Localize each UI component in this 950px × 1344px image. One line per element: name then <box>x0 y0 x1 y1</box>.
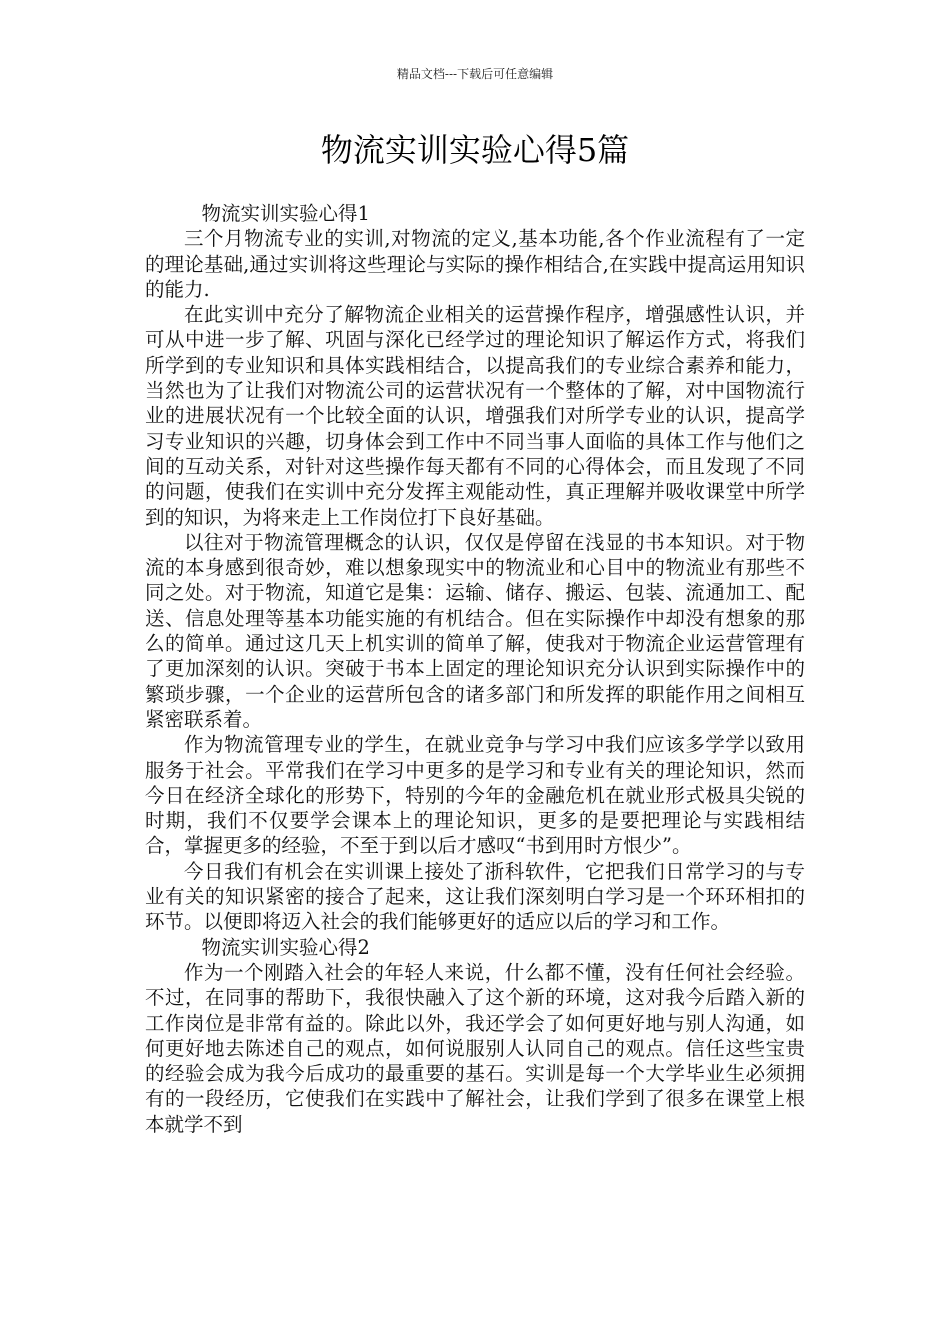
section-heading-1: 物流实训实验心得1 <box>201 202 370 225</box>
document-body <box>145 201 805 1137</box>
paragraph: 在此实训中充分了解物流企业相关的运营操作程序，增强感性认识，并可从中进一步了解、巩固与深化已经学过的理论知识了解运作方式，将我们所学到的专业知识和具体实践相结合，以提高我们的专业综合素养和能力，当然也为了让我们对物流公司的运营状况有一个整体的了解，对中国物流行业的进展状况有一个比较全面的认识，增强我们对所学专业的认识，提高学习专业知识的兴趣，切身体会到工作中不同当事人面临的具体工作与他们之间的互动关系，对针对这些操作每天都有不同的心得体会，而且发现了不同的问题，使我们在实训中充分发挥主观能动性，真正理解并吸收课堂中所学到的知识，为将来走上工作岗位打下良好基础。 <box>145 303 805 529</box>
header-note: 精品文档---下载后可任意编辑 <box>396 67 554 81</box>
paragraph: 以往对于物流管理概念的认识，仅仅是停留在浅显的书本知识。对于物流的本身感到很奇妙，难以想象现实中的物流业和心目中的物流业有那些不同之处。对于物流，知道它是集：运输、储存、搬运、包装、流通加工、配送、信息处理等基本功能实施的有机结合。但在实际操作中却没有想象的那么的简单。通过这几天上机实训的简单了解，使我对于物流企业运营管理有了更加深刻的认识。突破于书本上固定的理论知识充分认识到实际操作中的繁琐步骤，一个企业的运营所包含的诸多部门和所发挥的职能作用之间相互紧密联系着。 <box>145 530 805 731</box>
paragraph: 作为物流管理专业的学生，在就业竞争与学习中我们应该多学学以致用服务于社会。平常我们在学习中更多的是学习和专业有关的理论知识，然而今日在经济全球化的形势下，特别的今年的金融危机在就业形式极具尖锐的时期，我们不仅要学会课本上的理论知识，更多的是要把理论与实践相结合，掌握更多的经验，不至于到以后才感叹“书到用时方恨少”。 <box>145 733 805 858</box>
document-title: 物流实训实验心得5篇 <box>320 131 630 169</box>
paragraph: 今日我们有机会在实训课上接处了浙科软件，它把我们日常学习的与专业有关的知识紧密的接合了起来，这让我们深刻明白学习是一个环环相扣的环节。以便即将迈入社会的我们能够更好的适应以后的学习和工作。 <box>145 859 805 934</box>
paragraph: 作为一个刚踏入社会的年轻人来说，什么都不懂，没有任何社会经验。不过，在同事的帮助下，我很快融入了这个新的环境，这对我今后踏入新的工作岗位是非常有益的。除此以外，我还学会了如何更好地与别人沟通，如何更好地去陈述自己的观点，如何说服别人认同自己的观点。信任这些宝贵的经验会成为我今后成功的最重要的基石。实训是每一个大学毕业生必须拥有的一段经历，它使我们在实践中了解社会，让我们学到了很多在课堂上根本就学不到 <box>145 960 805 1136</box>
paragraph: 三个月物流专业的实训,对物流的定义,基本功能,各个作业流程有了一定的理论基础,通过实训将这些理论与实际的操作相结合,在实践中提高运用知识的能力. <box>145 227 805 301</box>
section-heading-2: 物流实训实验心得2 <box>201 935 370 959</box>
